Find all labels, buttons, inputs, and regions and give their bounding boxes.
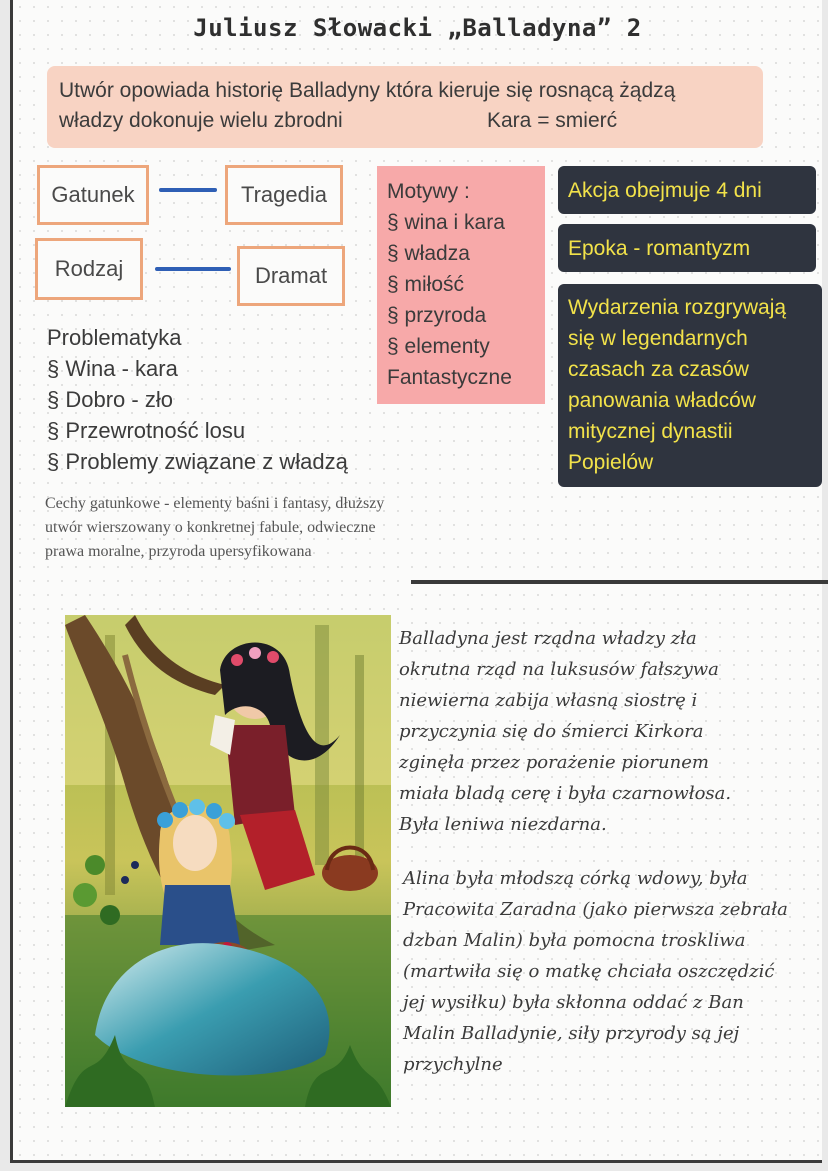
balladyna-note-line: Była leniwa niezdarna.: [399, 814, 607, 835]
wydarzenia-line: Popielów: [568, 451, 654, 474]
motyw-item: § elementy: [387, 335, 490, 358]
note-page: [10, 0, 822, 1163]
balladyna-note-line: miała bladą cerę i była czarnowłosa.: [399, 783, 732, 804]
balladyna-notes: [399, 623, 731, 840]
wydarzenia-line: mitycznej dynastii: [568, 420, 733, 443]
motywy-box: [377, 166, 545, 404]
alina-note-line: przychylne: [403, 1054, 503, 1075]
motyw-item: § wina i kara: [387, 211, 505, 234]
motyw-item: § miłość: [387, 273, 465, 296]
motyw-item: Fantastyczne: [387, 366, 512, 389]
connector-line: [155, 267, 231, 271]
motyw-item: § władza: [387, 242, 470, 265]
balladyna-note-line: Balladyna jest rządna władzy zła: [399, 628, 697, 649]
summary-line-2: władzy dokonuje wielu zbrodni: [59, 109, 343, 132]
cechy-line: Cechy gatunkowe - elementy baśni i fantasy, dłuższy: [45, 495, 385, 512]
problematyka-item: § Przewrotność losu: [47, 418, 246, 443]
akcja-box: Akcja obejmuje 4 dni: [558, 166, 816, 214]
problematyka-item: § Wina - kara: [47, 356, 178, 381]
balladyna-note-line: zginęła przez porażenie piorunem: [399, 752, 709, 773]
alina-note-line: jej wysiłku) była skłonna oddać z Ban: [403, 992, 744, 1013]
alina-note-line: Malin Balladynie, siły przyrody są jej: [403, 1023, 740, 1044]
problematyka-list: [47, 322, 348, 477]
summary-box: [47, 66, 763, 148]
alina-notes: [403, 863, 788, 1080]
motywy-heading: Motywy :: [387, 180, 470, 203]
balladyna-note-line: niewierna zabija własną siostrę i: [399, 690, 698, 711]
alina-note-line: (martwiła się o matkę chciała oszczędzić: [403, 961, 775, 982]
alina-note-line: Pracowita Zaradna (jako pierwsza zebrała: [403, 899, 788, 920]
cechy-gatunkowe: [45, 492, 425, 564]
page-title: Juliusz Słowacki „Balladyna” 2: [193, 14, 642, 42]
motyw-item: § przyroda: [387, 304, 487, 327]
epoka-box: Epoka - romantyzm: [558, 224, 816, 272]
problematyka-heading: Problematyka: [47, 325, 182, 350]
wydarzenia-line: panowania władców: [568, 389, 756, 412]
alina-note-line: Alina była młodszą córką wdowy, była: [403, 868, 748, 889]
problematyka-item: § Dobro - zło: [47, 387, 173, 412]
wydarzenia-line: się w legendarnych: [568, 327, 748, 350]
cechy-line: prawa moralne, przyroda upersyfikowana: [45, 543, 312, 560]
wydarzenia-line: Wydarzenia rozgrywają: [568, 296, 787, 319]
connector-line: [159, 188, 217, 192]
tragedia-box: Tragedia: [225, 165, 343, 225]
kara-text: Kara = smierć: [487, 109, 618, 132]
summary-line-1: Utwór opowiada historię Balladyny która kieruje się rosnącą żądzą: [59, 79, 676, 102]
problematyka-item: § Problemy związane z władzą: [47, 449, 348, 474]
dramat-box: Dramat: [237, 246, 345, 306]
balladyna-illustration: [65, 615, 391, 1107]
rodzaj-box: Rodzaj: [35, 238, 143, 300]
balladyna-note-line: przyczynia się do śmierci Kirkora: [399, 721, 704, 742]
cechy-line: utwór wierszowany o konkretnej fabule, odwieczne: [45, 519, 376, 536]
wydarzenia-line: czasach za czasów: [568, 358, 749, 381]
gatunek-box: Gatunek: [37, 165, 149, 225]
alina-note-line: dzban Malin) była pomocna troskliwa: [403, 930, 746, 951]
wydarzenia-box: [558, 284, 822, 487]
divider: [411, 580, 828, 584]
balladyna-note-line: okrutna rząd na luksusów fałszywa: [399, 659, 719, 680]
